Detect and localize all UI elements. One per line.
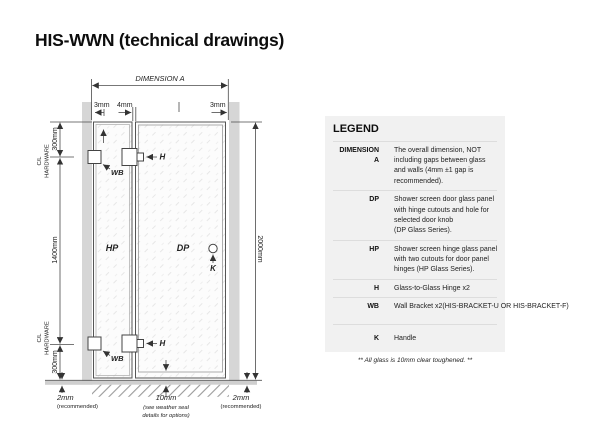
cl-top-line1: C/L [37, 156, 43, 166]
gap-right-label: 3mm [210, 102, 226, 109]
cl-bottom-line2: HARDWARE [44, 321, 51, 355]
knob-label: K [210, 264, 216, 273]
floor-right-note: (recommended) [220, 404, 262, 410]
legend-row-dimension-a [333, 141, 497, 190]
legend-term: H [373, 284, 379, 292]
hinge-top-label: H [159, 152, 166, 162]
legend-row-dp [333, 190, 497, 239]
legend-row-k [333, 324, 497, 352]
dimension-a-label: DIMENSION A [135, 74, 185, 83]
legend-definition: Shower screen door glass panel with hinge cutouts and hole for selected door knob (DP Glass Series). [394, 196, 495, 234]
gap-left-label: 3mm [94, 102, 110, 109]
legend-row-h [333, 279, 497, 298]
height-bottom-label: 300mm [52, 350, 59, 374]
wall-bracket-bottom-label: WB [111, 354, 124, 363]
legend-definition: Shower screen hinge glass panel with two cutouts for door panel hinges (HP Glass Series). [394, 245, 498, 274]
legend-term: DIMENSION A [339, 147, 379, 165]
cl-bottom-line1: C/L [37, 333, 43, 343]
height-middle-label: 1400mm [52, 236, 59, 264]
dp-panel-label: DP [176, 243, 190, 253]
hp-panel-label: HP [105, 243, 119, 253]
legend-box [325, 116, 569, 352]
gap-middle-label: 4mm [117, 102, 133, 109]
legend-term: K [373, 334, 379, 342]
door-knob [209, 244, 217, 252]
hinge-bottom-label: H [159, 339, 166, 348]
legend-definition: Wall Bracket x2(HIS-BRACKET-U OR HIS-BRACKET-F) [394, 303, 569, 311]
legend-definition: Handle [394, 334, 417, 342]
legend-definition: The overall dimension, NOT including gaps between glass and walls (4mm ±1 gap is recommended). [394, 147, 486, 185]
height-total-label: 2000mm [256, 235, 263, 263]
floor-middle-note1: (see weather seal [143, 405, 189, 411]
right-wall [229, 102, 240, 382]
wall-bracket-top-label: WB [111, 168, 124, 177]
top-gap-dimensions [95, 102, 227, 121]
floor-left-note: (recommended) [57, 404, 98, 410]
dimension-a [92, 79, 229, 120]
cl-top-line2: HARDWARE [44, 144, 51, 178]
floor-middle-label: 10mm [155, 393, 177, 402]
floor-right-label: 2mm [232, 393, 250, 402]
height-top-label: 300mm [52, 127, 59, 151]
legend-title: LEGEND [333, 123, 379, 135]
legend-row-hp [333, 240, 497, 279]
page-title: HIS-WWN (technical drawings) [35, 30, 285, 50]
legend-panel [325, 116, 569, 364]
floor-left-label: 2mm [57, 393, 74, 402]
legend-definition: Glass-to-Glass Hinge x2 [394, 284, 470, 292]
floor [45, 380, 262, 397]
wall-bracket-top [88, 151, 101, 164]
legend-term: HP [369, 245, 379, 253]
legend-term: WB [367, 303, 379, 311]
legend-footnote: ** All glass is 10mm clear toughened. ** [357, 356, 473, 364]
wall-bracket-bottom [88, 337, 101, 350]
legend-term: DP [369, 196, 379, 204]
floor-middle-note2: details for options) [142, 413, 190, 419]
legend-row-wb [333, 297, 569, 323]
